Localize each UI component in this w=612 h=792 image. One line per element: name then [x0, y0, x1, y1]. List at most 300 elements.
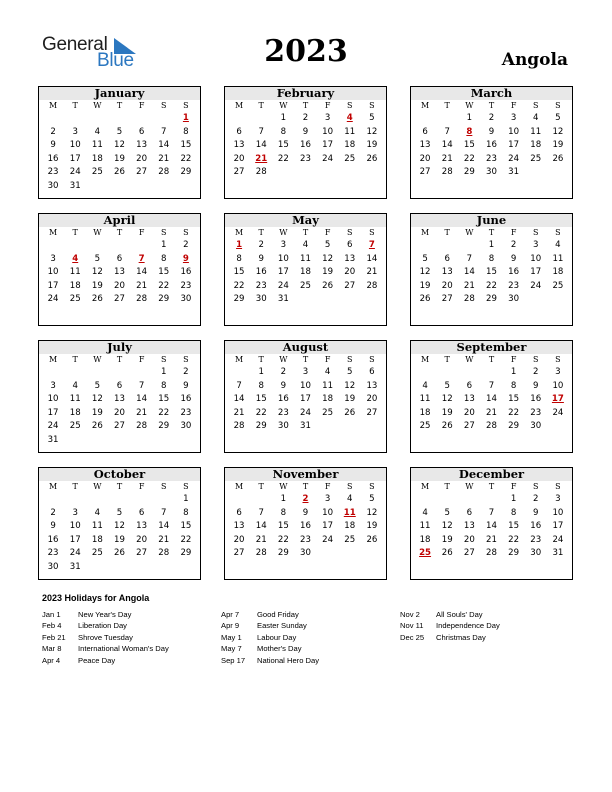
calendar-day: 14 [233, 394, 245, 405]
holiday-column [42, 609, 217, 666]
calendar-day: 23 [277, 407, 289, 418]
calendar-day: 17 [300, 394, 311, 405]
calendar-day: 10 [552, 507, 564, 518]
weekday-header: S [161, 228, 167, 237]
month-april [38, 213, 201, 326]
holiday-name: Labour Day [257, 632, 297, 642]
weekday-header: T [488, 228, 495, 237]
calendar-day: 19 [91, 280, 103, 291]
calendar-day: 8 [280, 507, 287, 518]
holiday-date: May 1 [221, 632, 242, 642]
calendar-day: 2 [510, 240, 517, 250]
calendar-day: 2 [50, 507, 56, 518]
calendar-day: 1 [466, 113, 473, 123]
calendar-day: 15 [463, 140, 475, 151]
calendar-day: 25 [91, 548, 103, 559]
holiday-date: Apr 7 [221, 610, 240, 619]
holiday-row [42, 609, 217, 620]
calendar-day: 31 [300, 421, 311, 432]
calendar-day: 14 [136, 267, 148, 278]
calendar-day: 13 [463, 394, 475, 405]
calendar-day: 20 [366, 394, 378, 405]
weekday-header: T [444, 101, 450, 110]
calendar-day: 25 [344, 153, 356, 164]
empty-day [250, 493, 272, 507]
calendar-day: 17 [277, 267, 289, 278]
weekday-header: T [444, 228, 450, 237]
holiday-day: 1 [236, 240, 243, 250]
calendar-day: 23 [180, 280, 192, 291]
calendar-day: 26 [91, 421, 103, 432]
holiday-name: Independence Day [436, 621, 500, 631]
calendar-day: 9 [510, 253, 517, 264]
empty-day [414, 493, 436, 507]
empty-day [86, 493, 108, 507]
weekday-header: M [420, 228, 430, 237]
weekday-header: T [488, 101, 495, 110]
calendar-day: 28 [463, 294, 475, 305]
calendar-day: 21 [486, 534, 497, 545]
calendar-day: 14 [366, 253, 378, 264]
calendar-day: 26 [366, 534, 378, 545]
weekday-header: S [183, 355, 189, 364]
weekday-header: M [234, 101, 244, 110]
holiday-name: National Hero Day [257, 655, 320, 665]
holiday-day: 8 [466, 126, 473, 137]
calendar-day: 6 [466, 380, 473, 391]
holiday-name: Shrove Tuesday [78, 632, 133, 642]
calendar-day: 17 [552, 521, 564, 532]
calendar-day: 9 [302, 126, 309, 137]
calendar-day: 4 [347, 494, 353, 504]
calendar-day: 16 [508, 267, 520, 278]
month-title: June [411, 214, 572, 227]
calendar-day: 28 [136, 421, 148, 432]
calendar-day: 23 [530, 534, 542, 545]
calendar-day: 15 [158, 267, 170, 278]
calendar-day: 6 [369, 367, 375, 377]
calendar-day: 20 [463, 534, 475, 545]
calendar-day: 26 [552, 153, 564, 164]
calendar-day: 12 [91, 394, 103, 405]
empty-day [131, 239, 153, 253]
calendar-day: 2 [533, 367, 539, 377]
calendar-day: 5 [116, 126, 123, 137]
holiday-row [400, 632, 575, 643]
calendar-day: 26 [114, 167, 125, 178]
calendar-day: 17 [322, 140, 334, 151]
empty-day [64, 493, 86, 507]
calendar-day: 22 [277, 153, 289, 164]
calendar-day: 22 [158, 407, 170, 418]
calendar-day: 8 [161, 380, 167, 391]
calendar-day: 2 [302, 113, 309, 123]
calendar-day: 20 [114, 280, 125, 291]
calendar-day: 4 [94, 126, 101, 137]
page-title: 2023 [264, 34, 348, 69]
calendar-day: 10 [277, 253, 289, 264]
calendar-day: 5 [444, 380, 450, 391]
holiday-row [42, 643, 217, 654]
calendar-day: 26 [114, 548, 125, 559]
holiday-list-title: 2023 Holidays for Angola [42, 593, 150, 603]
calendar-day: 10 [322, 507, 334, 518]
calendar-day: 4 [555, 240, 561, 250]
calendar-day: 26 [366, 153, 378, 164]
calendar-day: 15 [233, 267, 245, 278]
calendar-day: 10 [47, 394, 59, 405]
calendar-day: 7 [488, 380, 495, 391]
calendar-day: 9 [302, 507, 309, 518]
calendar-day: 7 [161, 507, 167, 518]
weekday-header: W [465, 482, 474, 491]
calendar-day: 21 [233, 407, 245, 418]
calendar-day: 5 [347, 367, 353, 377]
holiday-day: 4 [72, 253, 79, 264]
calendar-day: 27 [233, 167, 245, 178]
calendar-day: 26 [344, 407, 356, 418]
calendar-day: 25 [69, 294, 81, 305]
calendar-day: 30 [486, 167, 497, 178]
country-name: Angola [501, 50, 568, 70]
weekday-header: S [533, 101, 539, 110]
month-september [410, 340, 573, 453]
calendar-day: 19 [322, 267, 334, 278]
empty-day [108, 493, 130, 507]
calendar-day: 13 [233, 140, 245, 151]
calendar-day: 7 [488, 507, 495, 518]
calendar-day: 9 [183, 380, 189, 391]
empty-day [108, 112, 130, 126]
calendar-day: 27 [441, 294, 453, 305]
calendar-day: 8 [183, 126, 189, 137]
weekday-header: S [161, 355, 167, 364]
calendar-day: 1 [161, 240, 167, 250]
calendar-day: 18 [419, 534, 431, 545]
calendar-day: 18 [344, 140, 356, 151]
calendar-day: 4 [324, 367, 331, 377]
calendar-day: 11 [69, 267, 81, 278]
calendar-day: 20 [233, 534, 245, 545]
calendar-day: 1 [510, 367, 517, 377]
weekday-header: S [369, 101, 375, 110]
calendar-day: 26 [441, 548, 453, 559]
calendar-day: 3 [324, 494, 331, 504]
holiday-row [221, 632, 396, 643]
calendar-day: 7 [466, 253, 473, 264]
calendar-day: 9 [533, 507, 539, 518]
calendar-day: 7 [236, 380, 242, 391]
weekday-header: F [510, 482, 517, 491]
calendar-day: 27 [233, 548, 245, 559]
weekday-header: T [302, 101, 309, 110]
empty-day [250, 112, 272, 126]
weekday-header: F [510, 228, 517, 237]
calendar-day: 6 [116, 380, 123, 391]
empty-day [436, 493, 458, 507]
calendar-day: 2 [50, 126, 56, 137]
holiday-date: Mar 8 [42, 644, 62, 654]
calendar-day: 22 [233, 280, 245, 291]
calendar-day: 5 [369, 494, 375, 504]
weekday-header: T [258, 228, 264, 237]
calendar-day: 2 [280, 367, 287, 377]
calendar-day: 1 [258, 367, 264, 377]
weekday-header: M [48, 355, 58, 364]
calendar-day: 14 [441, 140, 453, 151]
holiday-date: Dec 25 [400, 632, 425, 642]
calendar-day: 22 [463, 153, 475, 164]
holiday-day: 17 [551, 394, 564, 405]
holiday-date: Apr 9 [221, 621, 240, 631]
empty-day [458, 493, 480, 507]
weekday-header: W [93, 355, 102, 364]
month-title: September [411, 341, 572, 354]
calendar-day: 11 [91, 140, 103, 151]
calendar-day: 5 [369, 113, 375, 123]
calendar-day: 29 [180, 548, 192, 559]
calendar-day: 3 [324, 113, 331, 123]
calendar-day: 4 [302, 240, 309, 250]
holiday-day: 2 [302, 494, 309, 504]
calendar-day: 23 [47, 167, 59, 178]
calendar-day: 28 [486, 548, 497, 559]
calendar-day: 27 [114, 294, 125, 305]
calendar-day: 4 [94, 507, 101, 518]
weekday-header: S [369, 355, 375, 364]
calendar-day: 3 [50, 380, 56, 391]
weekday-header: T [116, 355, 123, 364]
empty-day [480, 366, 502, 380]
calendar-day: 17 [322, 521, 334, 532]
holiday-row [221, 609, 396, 620]
calendar-day: 28 [366, 280, 378, 291]
calendar-day: 3 [533, 240, 539, 250]
calendar-day: 16 [530, 521, 542, 532]
weekday-header: M [420, 355, 430, 364]
calendar-day: 12 [441, 521, 453, 532]
weekday-header: T [302, 228, 309, 237]
calendar-day: 7 [258, 507, 264, 518]
empty-day [108, 366, 130, 380]
empty-day [42, 493, 64, 507]
calendar-day: 5 [555, 113, 561, 123]
weekday-header: T [258, 355, 264, 364]
calendar-day: 22 [180, 153, 192, 164]
weekday-header: W [93, 228, 102, 237]
calendar-day: 13 [419, 140, 431, 151]
weekday-header: F [510, 101, 517, 110]
empty-day [131, 112, 153, 126]
calendar-day: 21 [255, 534, 267, 545]
weekday-header: S [347, 482, 353, 491]
holiday-row [42, 620, 217, 631]
calendar-day: 1 [280, 494, 287, 504]
empty-day [228, 366, 250, 380]
calendar-day: 15 [508, 394, 520, 405]
calendar-day: 23 [180, 407, 192, 418]
calendar-day: 24 [552, 407, 564, 418]
empty-day [228, 112, 250, 126]
calendar-day: 8 [510, 380, 517, 391]
calendar-day: 3 [280, 240, 287, 250]
calendar-day: 8 [258, 380, 264, 391]
calendar-day: 7 [138, 380, 145, 391]
empty-day [414, 366, 436, 380]
calendar-day: 27 [344, 280, 356, 291]
calendar-day: 31 [277, 294, 289, 305]
calendar-day: 11 [419, 521, 431, 532]
calendar-day: 15 [277, 521, 289, 532]
calendar-day: 14 [255, 521, 267, 532]
weekday-header: W [465, 101, 474, 110]
weekday-header: M [48, 482, 58, 491]
calendar-day: 29 [158, 294, 170, 305]
calendar-day: 12 [114, 140, 125, 151]
calendar-day: 25 [530, 153, 542, 164]
calendar-day: 28 [158, 167, 170, 178]
calendar-day: 21 [463, 280, 475, 291]
calendar-day: 6 [138, 126, 145, 137]
calendar-day: 24 [300, 407, 311, 418]
calendar-day: 1 [488, 240, 495, 250]
weekday-header: T [302, 482, 309, 491]
calendar-day: 18 [91, 153, 103, 164]
calendar-day: 28 [136, 294, 148, 305]
holiday-name: New Year's Day [78, 610, 132, 619]
month-february [224, 86, 387, 199]
empty-day [458, 366, 480, 380]
weekday-header: T [72, 228, 78, 237]
empty-day [86, 112, 108, 126]
empty-day [42, 112, 64, 126]
weekday-header: S [161, 482, 167, 491]
calendar-day: 14 [486, 521, 497, 532]
calendar-day: 18 [344, 521, 356, 532]
calendar-day: 21 [441, 153, 453, 164]
month-title: August [225, 341, 386, 354]
calendar-day: 23 [47, 548, 59, 559]
calendar-day: 6 [444, 253, 450, 264]
holiday-list [42, 593, 582, 665]
weekday-header: M [48, 228, 58, 237]
calendar-day: 25 [552, 280, 564, 291]
calendar-day: 6 [347, 240, 353, 250]
holiday-row [221, 655, 396, 666]
calendar-day: 8 [488, 253, 495, 264]
weekday-header: F [324, 228, 331, 237]
weekday-header: S [183, 101, 189, 110]
month-november [224, 467, 387, 580]
weekday-header: F [324, 482, 331, 491]
empty-day [436, 366, 458, 380]
calendar-day: 23 [300, 153, 311, 164]
calendar-day: 27 [114, 421, 125, 432]
weekday-header: T [302, 355, 309, 364]
calendar-day: 16 [255, 267, 267, 278]
calendar-day: 22 [277, 534, 289, 545]
calendar-day: 25 [419, 421, 431, 432]
calendar-day: 18 [322, 394, 334, 405]
calendar-day: 19 [441, 407, 453, 418]
calendar-day: 13 [366, 380, 378, 391]
calendar-day: 30 [530, 421, 542, 432]
weekday-header: T [116, 228, 123, 237]
holiday-row [400, 620, 575, 631]
calendar-day: 12 [114, 521, 125, 532]
calendar-day: 28 [158, 548, 170, 559]
calendar-day: 29 [486, 294, 497, 305]
calendar-day: 19 [419, 280, 431, 291]
calendar-day: 5 [94, 253, 101, 264]
month-title: November [225, 468, 386, 481]
calendar-day: 14 [255, 140, 267, 151]
calendar-day: 3 [555, 494, 561, 504]
logo-text-general: General [42, 34, 108, 55]
logo-text-blue: Blue [97, 50, 134, 71]
calendar-day: 17 [47, 407, 59, 418]
empty-day [42, 366, 64, 380]
calendar-day: 14 [158, 521, 170, 532]
weekday-header: S [533, 482, 539, 491]
calendar-day: 17 [508, 140, 520, 151]
calendar-day: 6 [116, 253, 123, 264]
calendar-day: 11 [91, 521, 103, 532]
weekday-header: S [183, 482, 189, 491]
calendar-day: 27 [463, 548, 475, 559]
calendar-day: 24 [47, 294, 59, 305]
calendar-day: 4 [422, 507, 428, 518]
calendar-day: 6 [466, 507, 473, 518]
calendar-day: 5 [444, 507, 450, 518]
empty-day [86, 366, 108, 380]
calendar-day: 6 [138, 507, 145, 518]
weekday-header: F [138, 101, 145, 110]
weekday-header: W [465, 355, 474, 364]
calendar-day: 6 [236, 507, 242, 518]
empty-day [108, 239, 130, 253]
calendar-day: 24 [47, 421, 59, 432]
holiday-row [42, 632, 217, 643]
weekday-header: W [93, 101, 102, 110]
calendar-day: 25 [69, 421, 81, 432]
calendar-day: 5 [324, 240, 331, 250]
weekday-header: T [258, 482, 264, 491]
calendar-day: 19 [114, 534, 125, 545]
holiday-row [221, 643, 396, 654]
calendar-day: 16 [300, 521, 311, 532]
month-june [410, 213, 573, 326]
weekday-header: M [234, 482, 244, 491]
weekday-header: S [533, 228, 539, 237]
calendar-day: 9 [533, 380, 539, 391]
holiday-day: 9 [182, 253, 189, 264]
calendar-day: 29 [255, 421, 267, 432]
weekday-header: S [555, 101, 561, 110]
calendar-day: 30 [180, 421, 192, 432]
calendar-day: 4 [422, 380, 428, 391]
calendar-day: 29 [463, 167, 475, 178]
calendar-day: 22 [508, 407, 520, 418]
calendar-day: 12 [419, 267, 431, 278]
calendar-day: 19 [91, 407, 103, 418]
weekday-header: F [510, 355, 517, 364]
calendar-day: 21 [136, 407, 148, 418]
calendar-day: 30 [180, 294, 192, 305]
holiday-date: Sep 17 [221, 655, 246, 665]
holiday-name: All Souls' Day [436, 610, 483, 619]
calendar-day: 18 [300, 267, 311, 278]
